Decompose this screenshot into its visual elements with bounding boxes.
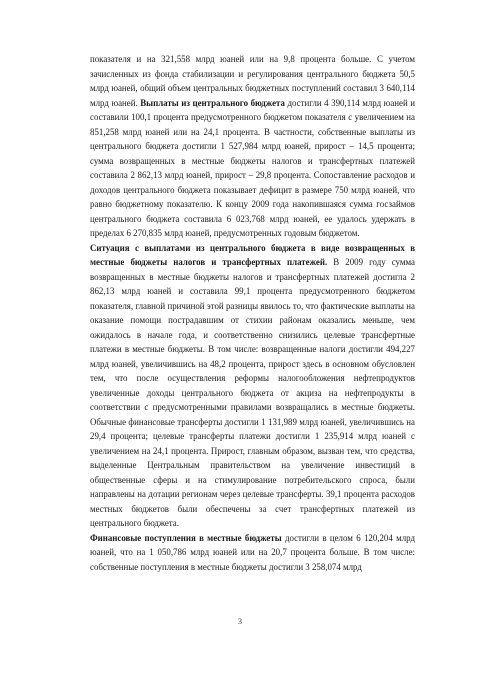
paragraph-text: показателя и на 321,558 млрд юаней или на 9,8 процента больше. С учетом зачисленных из фонда стабилизации и регулирования центрального бюджета 50,5 млрд юаней, общий объем центральных бюджетных поступлений составил 3 640,114 млрд юаней. (90, 54, 415, 108)
paragraph-heading: Ситуация с выплатами из центрального бюджета в виде возвращенных в местные бюджеты налогов и трансфертных платежей. (90, 242, 415, 267)
paragraph-central-budget-expenditures (90, 52, 415, 241)
paragraph-local-budget-revenues (90, 531, 415, 575)
paragraph-text: достигли 4 390,114 млрд юаней и составили 100,1 процента предусмотренного бюджетом показателя с увеличением на 851,258 млрд юаней или на 24,1 процента. В частности, собственные выплаты из центрального бюджета достигли 1 527,984 млрд юаней, прирост – 14,5 процента; сумма возвращенных в местные бюджеты налогов и трансфертных платежей составила 2 862,13 млрд юаней, прирост – 29,8 процента. Сопоставление расходов и доходов центрального бюджета показывает дефицит в размере 750 млрд юаней, что равно бюджетному показателю. К концу 2009 года накопившаяся сумма госзаймов центрального бюджета составила 6 023,768 млрд юаней, ее удалось удержать в пределах 6 270,835 млрд юаней, предусмотренных годовым бюджетом. (90, 97, 416, 238)
body-text (90, 52, 415, 574)
paragraph-transfer-payments (90, 241, 415, 531)
paragraph-text: достигли в целом 6 120,204 млрд юаней, что на 1 050,786 млрд юаней или на 20,7 процента больше. В том числе: собственные поступления в местные бюджеты достигли 3 258,074 млрд (90, 532, 415, 572)
paragraph-text: В 2009 году сумма возвращенных в местные бюджеты налогов и трансфертных платежей достигла 2 862,13 млрд юаней и составила 99,1 процента предусмотренного бюджетом показателя, главной причиной этой разницы явилось то, что фактические выплаты на оказание помощи пострадавшим от стихии районам оказались меньше, чем ожидалось в начале года, и соответственно снизились целевые трансфертные платежи в местные бюджеты. В том числе: возвращенные налоги достигли 494,227 млрд юаней, увеличившись на 48,2 процента, прирост здесь в основном обусловлен тем, что после осуществления реформы налогообложения нефтепродуктов увеличенные доходы центрального бюджета от акциза на нефтепродукты в соответствии с предусмотренными правилами возвращались в местные бюджеты. Обычные финансовые трансферты достигли 1 131,989 млрд юаней, увеличившись на 29,4 процента; целевые трансферты платежи достигли 1 235,914 млрд юаней с увеличением на 24,1 процента. Прирост, главным образом, вызван тем, что средства, выделенные Центральным правительством на увеличение инвестиций в общественные сферы и на стимулирование потребительского спроса, были направлены на дотации регионам через целевые трансферты. 39,1 процента расходов местных бюджетов были обеспечены за счет трансфертных платежей из центрального бюджета. (90, 257, 415, 528)
paragraph-heading: Финансовые поступления в местные бюджеты (90, 532, 282, 543)
paragraph-heading: Выплаты из центрального бюджета (140, 97, 285, 108)
page-number: 3 (238, 617, 242, 626)
